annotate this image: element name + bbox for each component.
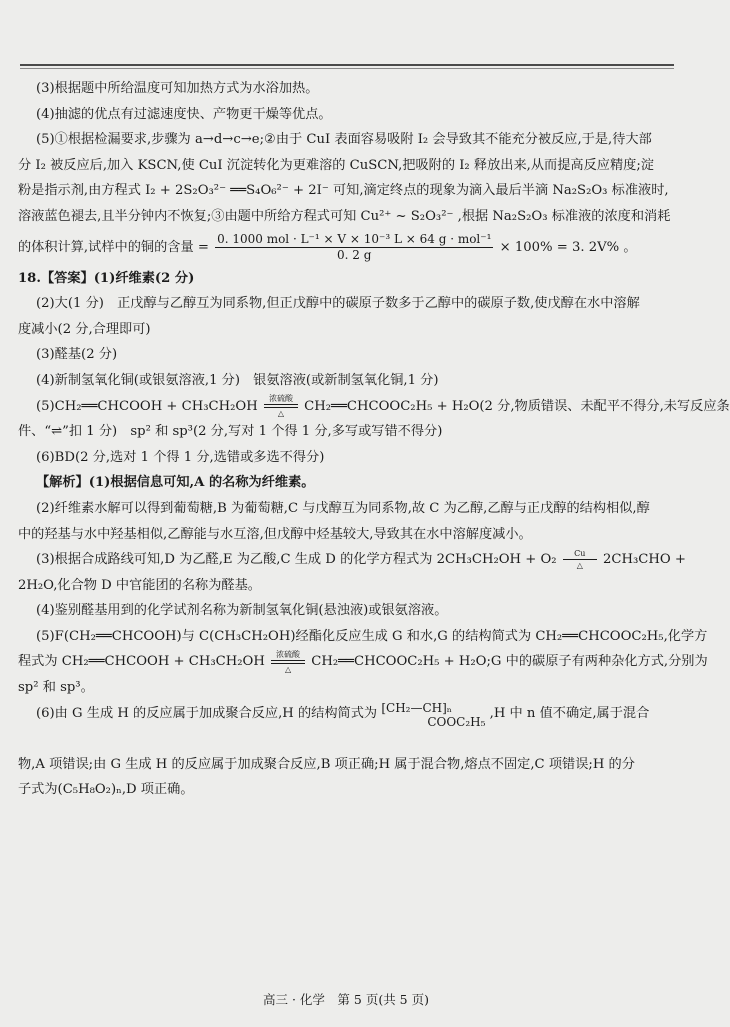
text-line: (4)抽滤的优点有过滤速度快、产物更干燥等优点。 (36, 106, 332, 122)
oxidation-equation (18, 547, 686, 573)
copper-content-formula (18, 230, 678, 266)
arrow-condition-top: 浓硫酸 (276, 649, 301, 659)
answer-content (18, 76, 730, 803)
formula-suffix: × 100% = 3. 2V% 。 (499, 239, 637, 255)
text-line: 分 I₂ 被反应后,加入 KSCN,使 CuI 沉淀转化为更难溶的 CuSCN,把吸附的 I₂ 释放出来,从而提高反应精度;淀 (18, 157, 654, 173)
analysis-heading: 【解析】(1)根据信息可知,A 的名称为纤维素。 (36, 475, 315, 491)
reaction-arrow (264, 394, 298, 418)
text-line: 溶液蓝色褪去,且半分钟内不恢复;③由题中所给方程式可知 Cu²⁺ ~ S₂O₃²⁻ ,根据 Na₂S₂O₃ 标准液的浓度和消耗 (18, 208, 671, 224)
arrow-condition-bottom: △ (576, 561, 583, 571)
arrow-condition-top: Cu (574, 549, 586, 559)
page-footer: 高三 · 化学 第 5 页(共 5 页) (263, 992, 429, 1007)
text-line: (4)鉴别醛基用到的化学试剂名称为新制氢氧化铜(悬浊液)或银氨溶液。 (36, 603, 448, 619)
text-line: 中的羟基与水中羟基相似,乙醇能与水互溶,但戊醇中烃基较大,导致其在水中溶解度减小。 (18, 526, 532, 542)
poly-right: ,H 中 n 值不确定,属于混合 (489, 705, 650, 721)
eq-left: (5)CH₂══CHCOOH + CH₃CH₂OH (36, 398, 258, 414)
text-line: 粉是指示剂,由方程式 I₂ + 2S₂O₃²⁻ ══S₄O₆²⁻ + 2I⁻ 可知,滴定终点的现象为滴入最后半滴 Na₂S₂O₃ 标准液时, (18, 183, 669, 199)
fraction-denominator: 0. 2 g (337, 247, 372, 262)
arrow-icon (563, 559, 597, 560)
text-line: sp² 和 sp³。 (18, 680, 94, 696)
text-line: (2)纤维素水解可以得到葡萄糖,B 为葡萄糖,C 与戊醇互为同系物,故 C 为乙醇,乙醇与正戊醇的结构相似,醇 (36, 500, 650, 516)
polymer-structure-line (18, 701, 678, 752)
equilibrium-arrow-icon (264, 404, 298, 408)
text-line: (5)①根据检漏要求,步骤为 a→d→c→e;②由于 CuI 表面容易吸附 I₂ 会导致其不能充分被反应,于是,待大部 (36, 132, 652, 148)
text-line: 物,A 项错误;由 G 生成 H 的反应属于加成聚合反应,B 项正确;H 属于混合物,熔点不固定,C 项错误;H 的分 (18, 756, 635, 772)
reaction-arrow (271, 650, 305, 674)
formula-prefix: 的体积计算,试样中的铜的含量 = (18, 239, 209, 255)
esterification-equation-2 (18, 649, 708, 675)
reaction-arrow (563, 549, 597, 570)
top-rule-thin (20, 68, 674, 69)
text-line: 度减小(2 分,合理即可) (18, 321, 151, 337)
eq-right: 2CH₃CHO + (602, 552, 686, 568)
eq-right: CH₂══CHCOOC₂H₅ + H₂O;G 中的碳原子有两种杂化方式,分别为 (311, 654, 708, 670)
equilibrium-arrow-icon (271, 660, 305, 664)
text-line: (6)BD(2 分,选对 1 个得 1 分,选错或多选不得分) (36, 449, 325, 465)
text-line: (4)新制氢氧化铜(或银氨溶液,1 分) 银氨溶液(或新制氢氧化铜,1 分) (36, 372, 439, 388)
question-18-answer: 18.【答案】(1)纤维素(2 分) (18, 270, 195, 286)
text-line: (5)F(CH₂══CHCOOH)与 C(CH₃CH₂OH)经酯化反应生成 G 和水,G 的结构简式为 CH₂══CHCOOC₂H₅,化学方 (36, 628, 708, 644)
text-line: 件、“⇌”扣 1 分) sp² 和 sp³(2 分,写对 1 个得 1 分,多写或写错不得分) (18, 424, 443, 440)
fraction (215, 232, 493, 263)
arrow-condition-bottom: △ (284, 664, 292, 674)
polymer-chain: [CH₂—CH]ₙ (381, 700, 452, 715)
text-line: 2H₂O,化合物 D 中官能团的名称为醛基。 (18, 577, 261, 593)
eq-right: CH₂══CHCOOC₂H₅ + H₂O(2 分,物质错误、未配平不得分,未写反应条 (304, 398, 730, 414)
text-line: (3)根据题中所给温度可知加热方式为水浴加热。 (36, 81, 319, 96)
arrow-condition-top: 浓硫酸 (268, 394, 293, 404)
eq-left: (3)根据合成路线可知,D 为乙醛,E 为乙酸,C 生成 D 的化学方程式为 2CH₃CH₂OH + O₂ (36, 552, 557, 568)
text-line: 子式为(C₅H₈O₂)ₙ,D 项正确。 (18, 782, 194, 798)
poly-left: (6)由 G 生成 H 的反应属于加成聚合反应,H 的结构简式为 (36, 705, 378, 721)
text-line: (3)醛基(2 分) (36, 347, 118, 363)
fraction-numerator: 0. 1000 mol · L⁻¹ × V × 10⁻³ L × 64 g · mol⁻¹ (217, 231, 492, 246)
eq-left: 程式为 CH₂══CHCOOH + CH₃CH₂OH (18, 654, 265, 670)
text-line: (2)大(1 分) 正戊醇与乙醇互为同系物,但正戊醇中的碳原子数多于乙醇中的碳原子数,使戊醇在水中溶解 (36, 296, 640, 312)
esterification-equation (18, 394, 730, 420)
polymer-branch: COOC₂H₅ (427, 714, 486, 729)
polymer-structure (381, 701, 485, 729)
top-rule (20, 64, 674, 66)
arrow-condition-bottom: △ (277, 409, 285, 419)
